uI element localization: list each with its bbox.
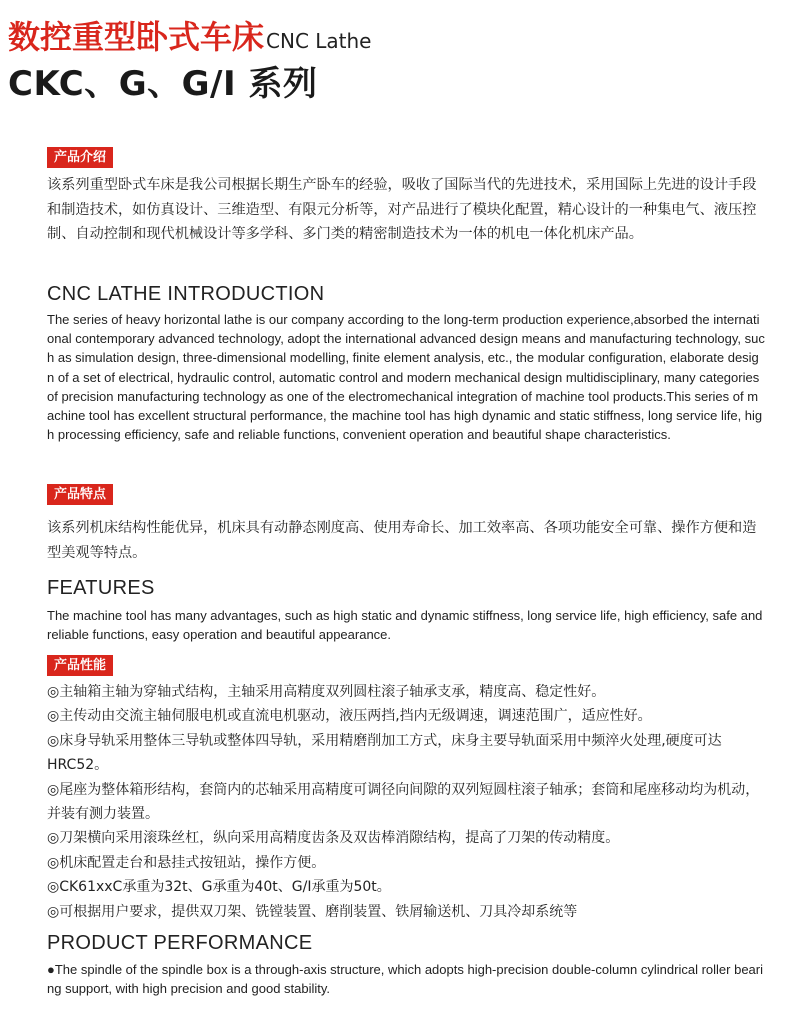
performance-item: ◎主轴箱主轴为穿轴式结构，主轴采用高精度双列圆柱滚子轴承支承，精度高、稳定性好。 [47, 684, 606, 700]
performance-item: ◎床身导轨采用整体三导轨或整体四导轨，采用精磨削加工方式，床身主要导轨面采用中频淬火处理,硬度可达HRC52。 [47, 732, 722, 774]
performance-item: ◎机床配置走台和悬挂式按钮站，操作方便。 [47, 854, 326, 871]
performance-en-heading: PRODUCT PERFORMANCE [47, 932, 313, 954]
performance-item: ◎CK61xxC承重为32t、G承重为40t、G/I承重为50t。 [47, 879, 391, 896]
intro-en-heading: CNC LATHE INTRODUCTION [47, 283, 325, 305]
performance-list [47, 680, 773, 924]
features-tag: 产品特点 [47, 484, 113, 505]
features-en-text: The machine tool has many advantages, such as high static and dynamic stiffness, long service life, high efficiency, safe and reliable functions, easy operation and beautiful appearance. [47, 608, 763, 643]
performance-item: ◎刀架横向采用滚珠丝杠，纵向采用高精度齿条及双齿棒消隙结构，提高了刀架的传动精度。 [47, 830, 620, 847]
performance-item: ◎主传动由交流主轴伺服电机或直流电机驱动，液压两挡,挡内无级调速，调速范围广，适应性好。 [47, 708, 652, 725]
performance-tag: 产品性能 [47, 655, 113, 676]
title-chinese: 数控重型卧式车床 [8, 18, 265, 56]
features-en-heading: FEATURES [47, 577, 155, 599]
features-cn-text: 该系列机床结构性能优异，机床具有动静态刚度高、使用寿命长、加工效率高、各项功能安全可靠、操作方便和造型美观等特点。 [47, 520, 757, 561]
intro-cn-text: 该系列重型卧式车床是我公司根据长期生产卧车的经验，吸收了国际当代的先进技术，采用国际上先进的设计手段和制造技术，如仿真设计、三维造型、有限元分析等，对产品进行了模块化配置，精心设计的一种集电气、液压控制、自动控制和现代机械设计等多学科、多门类的精密制造技术为一体的机电一体化机床产品。 [47, 177, 757, 242]
intro-en-text: The series of heavy horizontal lathe is our company according to the long-term production experience,absorbed the international contemporary advanced technology, adopt the international advanced design means and manufacturing technology, such as simulation design, three-dimensional modelling, finite element analysis, etc., the modular configuration, elaborate design of a set of electrical, hydraulic control, automatic control and modern mechanical design multidisciplinary, many categories of precision manufacturing technology as one of the electromechanical integration of machine tool products.This series of machine tool has excellent structural performance, the machine tool has high dynamic and static stiffness, long service life, high processing efficiency, safe and reliable functions, convenient operation and beautiful shape characteristics. [47, 312, 765, 443]
page-title [8, 12, 371, 58]
performance-item: ◎尾座为整体箱形结构，套筒内的芯轴采用高精度可调径向间隙的双列短圆柱滚子轴承；套筒和尾座移动均为机动，并装有测力装置。 [47, 781, 760, 823]
series-title: CKC、G、G/I 系列 [8, 64, 318, 104]
performance-en-text: ●The spindle of the spindle box is a through-axis structure, which adopts high-precision double-column cylindrical roller bearing support, with high precision and good stability. [47, 962, 763, 997]
intro-tag: 产品介绍 [47, 147, 113, 168]
title-english: CNC Lathe [266, 29, 372, 53]
performance-item: ◎可根据用户要求，提供双刀架、铣镗装置、磨削装置、铁屑输送机、刀具冷却系统等 [47, 903, 578, 920]
